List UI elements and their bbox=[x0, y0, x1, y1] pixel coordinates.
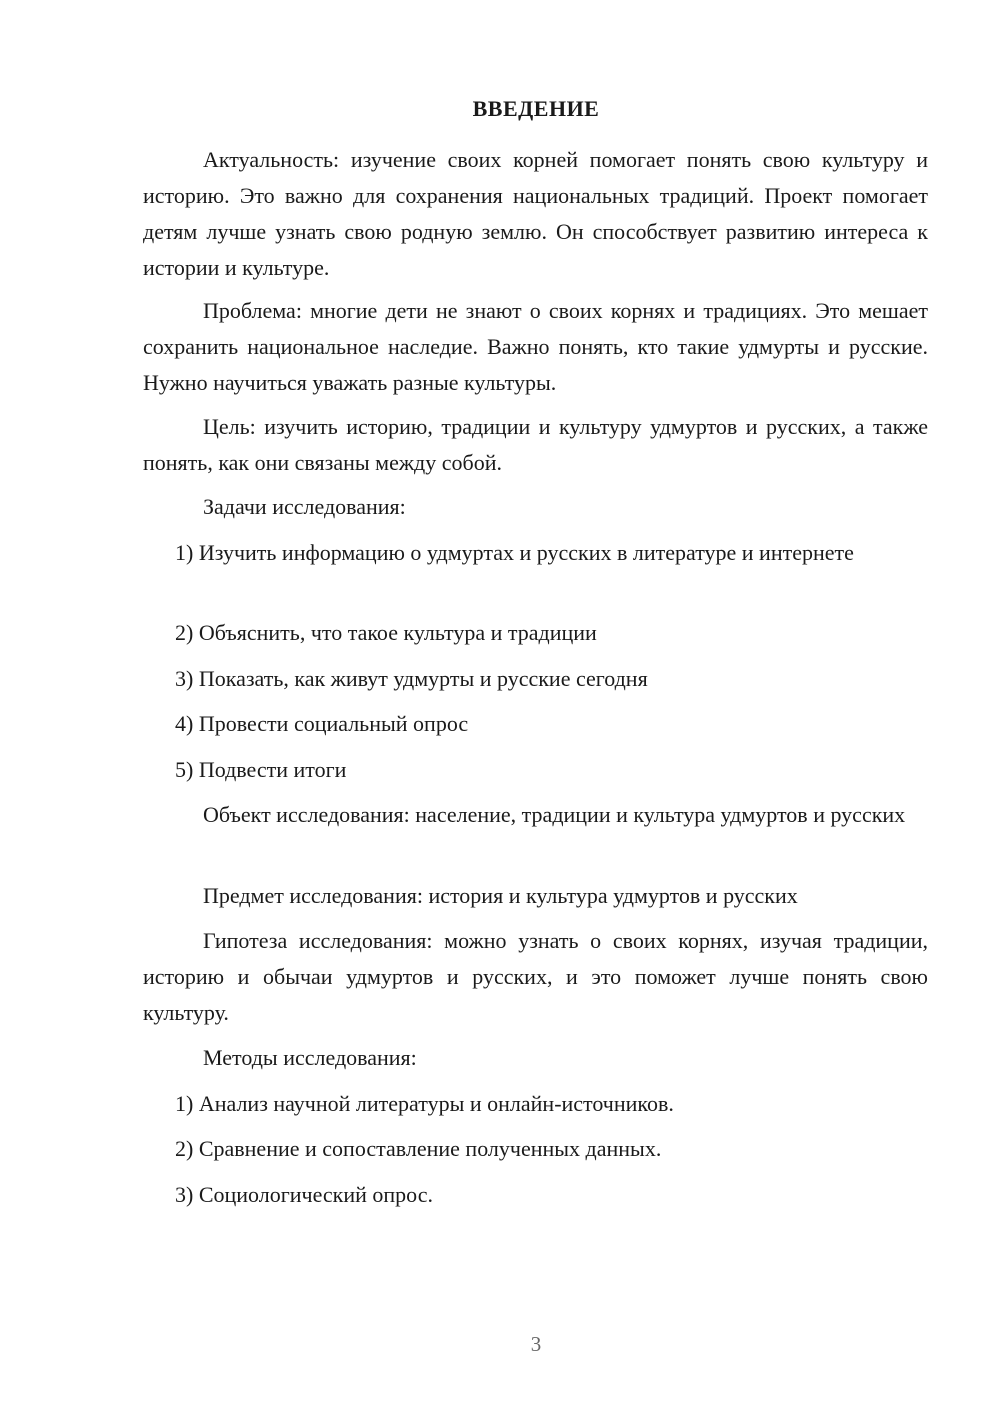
task-item-5: 5) Подвести итоги bbox=[175, 757, 347, 782]
tasks-heading: Задачи исследования: bbox=[203, 494, 406, 519]
relevance-paragraph: Актуальность: изучение своих корней помогает понять свою культуру и историю. Это важно для сохранения национальных традиций. Проект помогает детям лучше узнать свою родную землю. Он способствует развитию интереса к истории и культуре. bbox=[143, 147, 928, 280]
task-item-3: 3) Показать, как живут удмурты и русские сегодня bbox=[175, 666, 648, 691]
subject-paragraph: Предмет исследования: история и культура удмуртов и русских bbox=[203, 883, 798, 908]
goal-paragraph: Цель: изучить историю, традиции и культуру удмуртов и русских, а также понять, как они связаны между собой. bbox=[143, 414, 928, 475]
method-item-3: 3) Социологический опрос. bbox=[175, 1182, 433, 1207]
problem-paragraph: Проблема: многие дети не знают о своих корнях и традициях. Это мешает сохранить национальное наследие. Важно понять, кто такие удмурты и русские. Нужно научиться уважать разные культуры. bbox=[143, 298, 928, 395]
object-paragraph: Объект исследования: население, традиции и культура удмуртов и русских bbox=[203, 802, 906, 827]
hypothesis-paragraph: Гипотеза исследования: можно узнать о своих корнях, изучая традиции, историю и обычаи удмуртов и русских, и это поможет лучше понять свою культуру. bbox=[143, 928, 928, 1025]
method-item-2: 2) Сравнение и сопоставление полученных данных. bbox=[175, 1136, 662, 1161]
task-item-4: 4) Провести социальный опрос bbox=[175, 711, 469, 736]
method-item-1: 1) Анализ научной литературы и онлайн-источников. bbox=[175, 1091, 674, 1116]
section-title: ВВЕДЕНИЕ bbox=[472, 96, 600, 121]
methods-heading: Методы исследования: bbox=[203, 1045, 417, 1070]
task-item-1: 1) Изучить информацию о удмуртах и русских в литературе и интернете bbox=[175, 540, 854, 565]
task-item-2: 2) Объяснить, что такое культура и традиции bbox=[175, 620, 597, 645]
page-number: 3 bbox=[530, 1332, 542, 1356]
